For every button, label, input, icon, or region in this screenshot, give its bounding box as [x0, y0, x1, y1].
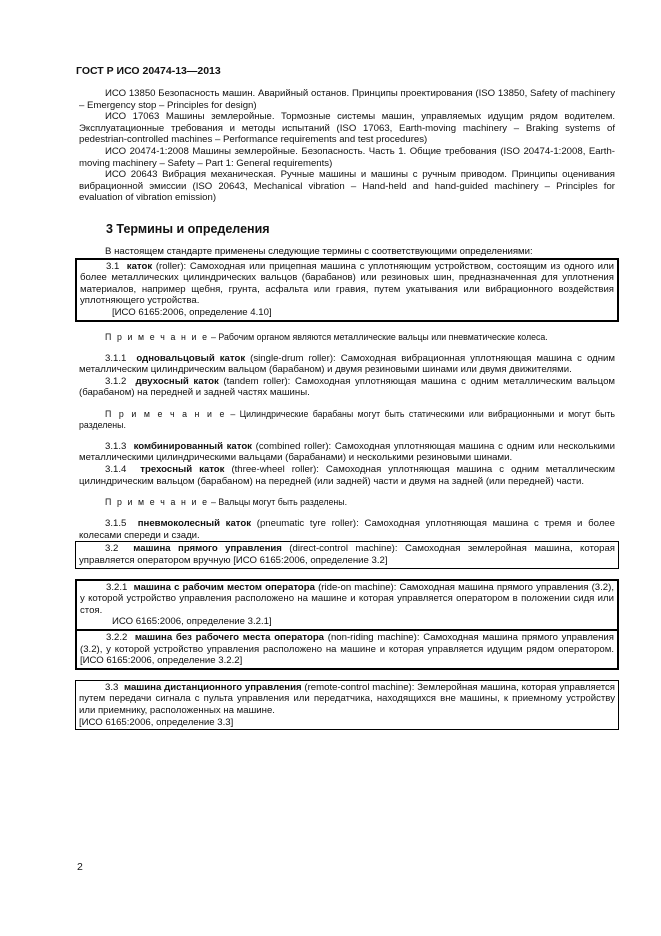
term-name: двухосный каток [135, 375, 219, 387]
section-title: 3 Термины и определения [106, 221, 270, 236]
term-name: машина прямого управления [133, 543, 282, 555]
term-box-3-2 [75, 541, 619, 568]
term-3-1-1 [79, 353, 615, 376]
reference-iso-13850: ИСО 13850 Безопасность машин. Аварийный останов. Принципы проектирования (ISO 13850, Safety of machinery – Emergency stop – Principles for design) [79, 88, 615, 111]
term-number: 3.1 [106, 260, 120, 272]
reference-iso-20643: ИСО 20643 Вибрация механическая. Ручные машины и машины с ручным приводом. Принципы оценивания вибрационной эмиссии (ISO 20643, Mechanical vibration – Hand-held and hand-guided machinery – Principles for evaluation of vibration emission) [79, 169, 615, 204]
term-number: 3.1.4 [105, 464, 127, 476]
term-3-1-2 [79, 376, 615, 399]
term-definition: (combined roller): Самоходная уплотняющая машина с одним или несколькими металлическими цилиндрическими вальцами (барабанами) и несколькими резиновыми шинами. [79, 440, 615, 464]
term-number: 3.1.5 [105, 518, 127, 530]
term-name: машина без рабочего места оператора [134, 632, 325, 643]
note-text: – Вальцы могут быть разделены. [208, 497, 348, 508]
note-label: П р и м е ч а н и е [105, 497, 209, 508]
note-text: – Рабочим органом являются металлические вальцы или пневматические колеса. [208, 331, 548, 342]
term-3-2-1 [80, 582, 614, 617]
note-2 [79, 409, 615, 431]
note-text: – Цилиндрические барабаны могут быть статическими или вибрационными и могут быть разделены. [79, 408, 616, 430]
term-definition: (three-wheel roller): Самоходная уплотняющая машина с одним металлическим цилиндрическим вальцом (барабаном) на передней (или задней) части и двумя на задней (или передней) части. [79, 464, 615, 487]
term-3-3 [79, 682, 615, 717]
note-1 [79, 332, 615, 343]
term-name: пневмоколесный каток [137, 518, 252, 530]
note-label: П р и м е ч а н и е [105, 331, 209, 342]
term-definition: (roller): Самоходная или прицепная машина с уплотняющим устройством, состоящим из одного или более металлических цилиндрических вальцов (барабанов) или резиновых шин, предназначенная для уплотнения материалов, например щебня, грунта, асфальта или гравия, путем укатывания или вибрационного воздействия уплотняющего устройства. [80, 260, 614, 307]
term-3-1 [80, 261, 614, 307]
note-3 [79, 497, 615, 508]
term-source: ИСО 6165:2006, определение 3.2.1] [112, 616, 272, 628]
term-definition: (ride-on machine): Самоходная машина прямого управления (3.2), у которой устройство управления расположено на машине и которая управляется оператором в положении сидя или стоя. [80, 581, 614, 616]
term-definition: (pneumatic tyre roller): Самоходная уплотняющая машина с тремя и более колесами спереди и сзади. [79, 518, 615, 541]
term-definition: (tandem roller): Самоходная уплотняющая машина с одним металлическим вальцом (барабаном) на передней и задней частях машины. [79, 375, 615, 399]
term-number: 3.1.3 [105, 440, 127, 452]
term-3-2 [79, 543, 615, 566]
term-definition: (direct-control machine): Самоходная землеройная машина, которая управляется оператором вручную [ИСО 6165:2006, определение 3.2] [79, 543, 615, 567]
term-number: 3.2.1 [106, 581, 128, 593]
term-number: 3.2 [105, 543, 119, 555]
term-definition: (non-riding machine): Самоходная машина прямого управления (3.2), у которой устройство управления расположено на машине и которая управляется идущим рядом оператором. [ИСО 6165:2006, определение 3.2.2] [80, 632, 614, 667]
term-name: трехосный каток [140, 464, 225, 476]
term-name: каток [126, 260, 153, 272]
term-number: 3.1.1 [105, 352, 127, 364]
term-box-3-2-1 [75, 579, 619, 631]
page-content [79, 88, 615, 730]
section-intro: В настоящем стандарте применены следующие термины с соответствующими определениями: [105, 245, 533, 257]
term-definition: (single-drum roller): Самоходная вибрационная уплотняющая машина с одним металлическим цилиндрическим вальцом (барабаном) и двумя резиновыми шинами или двумя движителями. [79, 352, 615, 376]
note-label: П р и м е ч а н и е [105, 408, 226, 419]
reference-iso-17063: ИСО 17063 Машины землеройные. Тормозные системы машин, управляемых идущим рядом водителем. Эксплуатационные требования и методы испытаний (ISO 17063, Earth-moving machinery – Braking systems of pedestrian-controlled machines – Performance requirements and test procedures) [79, 111, 615, 146]
term-number: 3.1.2 [105, 375, 127, 387]
reference-iso-20474-1: ИСО 20474-1:2008 Машины землеройные. Безопасность. Часть 1. Общие требования (ISO 20474-1:2008, Earth-moving machinery – Safety – Part 1: General requirements) [79, 145, 615, 169]
document-header: ГОСТ Р ИСО 20474-13—2013 [76, 65, 221, 77]
term-name: машина с рабочим местом оператора [133, 581, 315, 593]
term-box-3-1 [75, 258, 619, 322]
page-number: 2 [77, 861, 83, 873]
term-3-1-4 [79, 464, 615, 487]
term-source: [ИСО 6165:2006, определение 3.3] [79, 716, 234, 728]
term-3-1-3 [79, 441, 615, 464]
term-name: комбинированный каток [133, 440, 252, 452]
term-source: [ИСО 6165:2006, определение 4.10] [112, 306, 272, 318]
term-name: одновальцовый каток [136, 352, 246, 364]
term-box-3-3 [75, 680, 619, 730]
term-name: машина дистанционного управления [123, 681, 302, 693]
term-3-2-2 [80, 632, 614, 667]
term-definition: (remote-control machine): Землеройная машина, которая управляется путем передачи сигнала с пульта управления или передатчика, находящихся вне машины, к приемному устройству или приемнику, расположенных на машине. [79, 681, 615, 716]
term-3-1-5 [79, 518, 615, 541]
term-box-3-2-2 [75, 631, 619, 670]
term-number: 3.3 [105, 681, 119, 693]
term-number: 3.2.2 [106, 632, 128, 643]
